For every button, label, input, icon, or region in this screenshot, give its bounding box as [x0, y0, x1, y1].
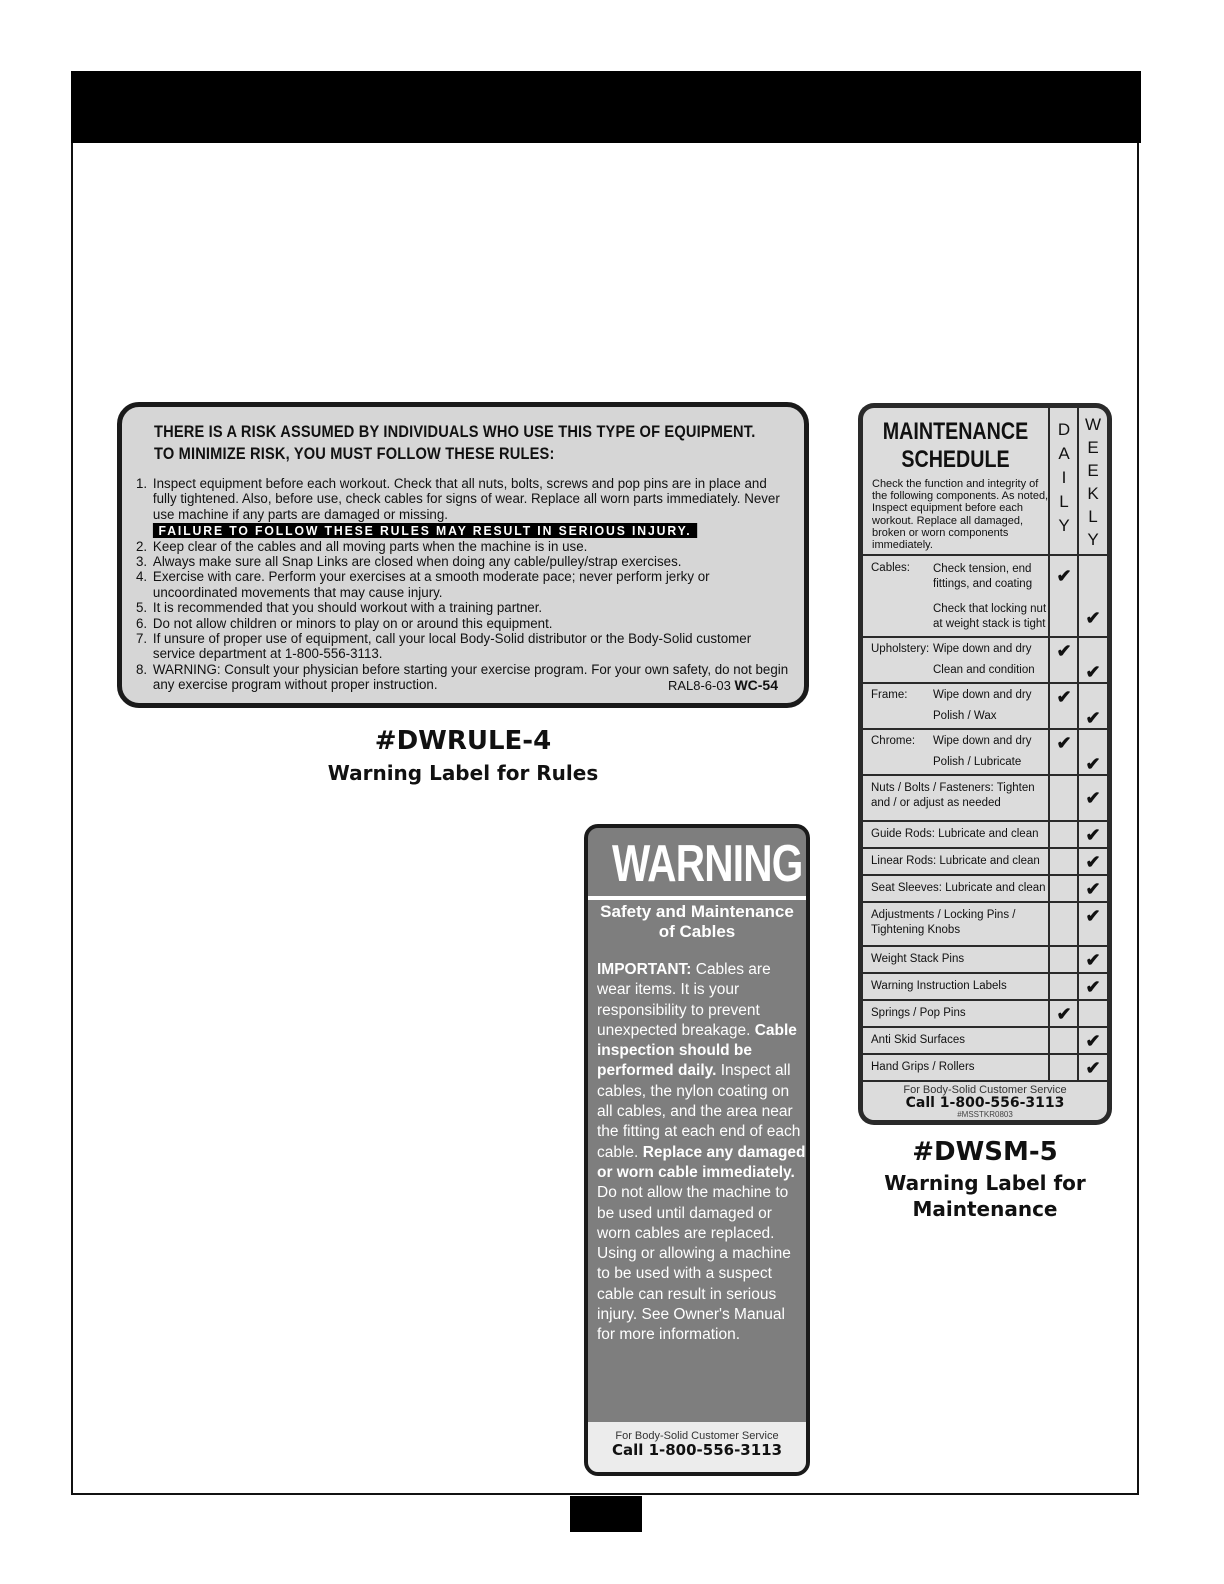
- daily-check-icon: ✔: [1056, 566, 1072, 586]
- rule-number: 2.: [136, 538, 148, 555]
- warning-text: Inspect all cables, the nylon coating on all cables, and the area near the fitting at each end of each cable.: [597, 1062, 801, 1161]
- rule-item: [136, 540, 794, 555]
- row-category: Frame:: [871, 689, 908, 701]
- row-task: Guide Rods: Lubricate and clean: [871, 828, 1039, 840]
- failure-banner-text: FAILURE TO FOLLOW THESE RULES MAY RESULT IN SERIOUS INJURY.: [153, 523, 697, 538]
- weekly-check-icon: ✔: [1085, 825, 1101, 845]
- column-letter: E: [1087, 438, 1099, 457]
- warning-bold-text: Replace any damaged or worn cable immediately.: [597, 1143, 806, 1181]
- rule-text: Exercise with care. Perform your exercises at a smooth moderate pace; never perform jerky or uncoordinated movements that may cause injury.: [152, 569, 710, 601]
- maintenance-caption-line1: Warning Label for: [884, 1171, 1086, 1195]
- row-task: Clean and condition: [933, 664, 1035, 676]
- rule-item: [136, 570, 794, 601]
- row-task: Adjustments / Locking Pins / Tightening Knobs: [871, 909, 1016, 936]
- weekly-check-icon: ✔: [1085, 788, 1101, 808]
- warning-footer: [588, 1422, 806, 1472]
- maintenance-footer-small: For Body-Solid Customer Service: [903, 1084, 1067, 1096]
- daily-check-icon: ✔: [1056, 733, 1072, 753]
- rule-number: 5.: [136, 600, 148, 617]
- rules-code-date: RAL8-6-03: [667, 678, 731, 693]
- warning-important: IMPORTANT:: [597, 961, 692, 978]
- row-task: Linear Rods: Lubricate and clean: [871, 855, 1040, 867]
- row-task: Springs / Pop Pins: [871, 1007, 966, 1019]
- cable-warning-label: [584, 824, 810, 1476]
- warning-text: Do not allow the machine to be used until damaged or worn cables are replaced. Using or allowing a machine to be used with a suspect cable can result in serious injury. See Owner's Manual for more information.: [597, 1184, 791, 1344]
- column-letter: W: [1084, 415, 1102, 434]
- row-task: Hand Grips / Rollers: [871, 1061, 975, 1073]
- table-row: [863, 999, 1107, 1026]
- rules-list: [136, 477, 794, 694]
- row-task: Check tension, end fittings, and coating: [933, 563, 1033, 590]
- table-row: [863, 874, 1107, 901]
- weekly-check-icon: ✔: [1085, 977, 1101, 997]
- weekly-check-icon: ✔: [1085, 950, 1101, 970]
- maintenance-caption-line2: Maintenance: [912, 1197, 1058, 1221]
- rule-number: 4.: [136, 569, 148, 586]
- column-letter: L: [1088, 507, 1098, 526]
- daily-check-icon: ✔: [1056, 641, 1072, 661]
- table-row: [863, 847, 1107, 874]
- table-row: [863, 774, 1107, 820]
- warning-footer-small: For Body-Solid Customer Service: [615, 1430, 779, 1442]
- row-category: Cables:: [871, 562, 910, 574]
- warning-bold-text: Cable inspection should be performed daily.: [597, 1021, 797, 1080]
- weekly-check-icon: ✔: [1085, 906, 1101, 926]
- table-row: [863, 636, 1107, 682]
- maintenance-header: [863, 408, 1048, 554]
- rule-item: [136, 601, 794, 616]
- row-task: Wipe down and dry: [933, 735, 1032, 747]
- row-task: Polish / Lubricate: [933, 756, 1022, 768]
- column-letter: Y: [1058, 516, 1070, 535]
- rules-caption-code: #DWRULE-4: [374, 726, 552, 756]
- weekly-check-icon: ✔: [1085, 708, 1101, 728]
- rules-codes: [668, 677, 778, 693]
- warning-footer-phone: Call 1-800-556-3113: [611, 1441, 783, 1459]
- rule-text: Keep clear of the cables and all moving parts when the machine is in use.: [152, 538, 588, 555]
- rule-item: [136, 632, 794, 663]
- column-letter: Y: [1087, 530, 1099, 549]
- maintenance-title: [880, 418, 1032, 474]
- row-task: Wipe down and dry: [933, 689, 1032, 701]
- table-row: [863, 901, 1107, 945]
- weekly-check-icon: ✔: [1085, 879, 1101, 899]
- rule-text: WARNING: Consult your physician before starting your exercise program. For your own safety, do not begin any exercise program without proper instruction.: [152, 661, 789, 694]
- maintenance-footer-phone: Call 1-800-556-3113: [905, 1095, 1065, 1111]
- column-letter: L: [1059, 492, 1069, 511]
- table-row: [863, 972, 1107, 999]
- weekly-check-icon: ✔: [1085, 662, 1101, 682]
- maintenance-footer-code: #MSSTKR0803: [957, 1110, 1013, 1119]
- warning-body: [597, 960, 807, 1346]
- rule-item: [136, 477, 794, 523]
- rule-number: 3.: [136, 554, 148, 571]
- header-bar: [71, 71, 1141, 143]
- maintenance-footer: [863, 1080, 1107, 1120]
- rule-text: Always make sure all Snap Links are closed when doing any cable/pulley/strap exercises.: [152, 554, 682, 571]
- rules-heading-line1: THERE IS A RISK ASSUMED BY INDIVIDUALS WHO USE THIS TYPE OF EQUIPMENT.: [154, 422, 756, 441]
- warning-title: WARNING: [611, 835, 803, 893]
- row-category: Chrome:: [871, 735, 916, 747]
- weekly-check-icon: ✔: [1085, 1031, 1101, 1051]
- row-task: Nuts / Bolts / Fasteners: Tighten and / or adjust as needed: [871, 782, 1035, 809]
- rule-number: 7.: [136, 631, 148, 648]
- row-task: Anti Skid Surfaces: [871, 1034, 965, 1046]
- column-letter: A: [1058, 444, 1070, 463]
- rule-number: 6.: [136, 615, 148, 632]
- warning-divider: [588, 896, 806, 900]
- column-letter: E: [1087, 461, 1099, 480]
- rule-item: [136, 555, 794, 570]
- row-category: Upholstery:: [871, 643, 930, 655]
- rule-text: If unsure of proper use of equipment, call your local Body-Solid distributor or the Body-Solid customer service department at 1-800-556-3113.: [152, 631, 752, 663]
- row-task: Seat Sleeves: Lubricate and clean: [871, 882, 1046, 894]
- rule-item: [136, 617, 794, 632]
- weekly-column-header: [1079, 408, 1107, 554]
- daily-check-icon: ✔: [1056, 687, 1072, 707]
- warning-subtitle-line2: of Cables: [658, 922, 736, 941]
- rule-number: 1.: [136, 476, 148, 492]
- warning-text: Cables are wear items. It is your responsibility to prevent unexpected breakage.: [597, 961, 771, 1039]
- maintenance-title-line1: MAINTENANCE: [882, 418, 1029, 445]
- table-row: [863, 682, 1107, 728]
- weekly-check-icon: ✔: [1085, 754, 1101, 774]
- row-task: Wipe down and dry: [933, 643, 1032, 655]
- table-row: [863, 820, 1107, 847]
- rules-heading-line2: TO MINIMIZE RISK, YOU MUST FOLLOW THESE RULES:: [154, 444, 555, 463]
- table-row: [863, 728, 1107, 774]
- row-task: Weight Stack Pins: [871, 953, 965, 965]
- weekly-check-icon: ✔: [1085, 1058, 1101, 1078]
- rule-text: Inspect equipment before each workout. Check that all nuts, bolts, screws and pop pins are in place and fully tightened. Also, before use, check cables for signs of wear. Replace all worn parts immediately. Never use machine if any parts are damaged or missing.: [152, 476, 780, 523]
- rules-heading: [154, 421, 756, 465]
- page-number-tab: [570, 1496, 642, 1532]
- maintenance-title-line2: SCHEDULE: [901, 446, 1010, 473]
- column-letter: D: [1057, 420, 1071, 439]
- weekly-check-icon: ✔: [1085, 852, 1101, 872]
- rules-code-wc: WC-54: [734, 677, 778, 693]
- daily-check-icon: ✔: [1056, 1004, 1072, 1024]
- maintenance-rows: [863, 554, 1107, 1080]
- failure-banner: [136, 523, 794, 539]
- rules-warning-label: [117, 402, 809, 708]
- daily-column-header: [1050, 408, 1078, 554]
- rule-text: Do not allow children or minors to play on or around this equipment.: [152, 615, 553, 632]
- maintenance-description: Check the function and integrity of the following components. As noted, Inspect equipment before each workout. Replace all damaged, broken or worn components immediately.: [872, 478, 1049, 552]
- row-task: Check that locking nut at weight stack is tight: [933, 603, 1047, 630]
- table-row: [863, 1026, 1107, 1053]
- rule-number: 8.: [136, 661, 148, 678]
- table-row: [863, 945, 1107, 972]
- warning-subtitle: [588, 902, 806, 942]
- maintenance-schedule-label: [858, 403, 1112, 1125]
- rule-text: It is recommended that you should workout with a training partner.: [152, 600, 543, 617]
- row-task: Polish / Wax: [933, 710, 997, 722]
- maintenance-caption-code: #DWSM-5: [912, 1137, 1058, 1167]
- column-letter: I: [1061, 468, 1067, 487]
- column-letter: K: [1087, 484, 1099, 503]
- row-task: Warning Instruction Labels: [871, 980, 1007, 992]
- table-row: [863, 1053, 1107, 1080]
- warning-subtitle-line1: Safety and Maintenance: [600, 902, 794, 921]
- rules-caption-title: Warning Label for Rules: [327, 761, 599, 785]
- table-row: [863, 554, 1107, 636]
- maintenance-caption-title: [858, 1170, 1112, 1222]
- weekly-check-icon: ✔: [1085, 608, 1101, 628]
